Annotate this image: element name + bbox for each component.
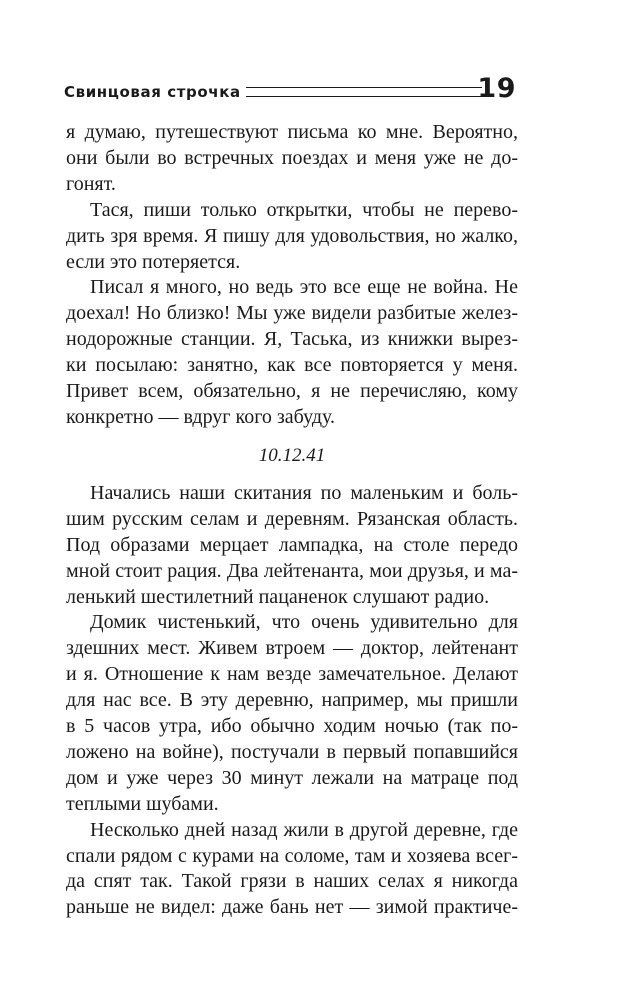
text-line: Несколько дней назад жили в другой деревне, где: [90, 818, 518, 841]
text-line: доехал! Но близко! Мы уже видели разбитые желез-: [66, 302, 518, 325]
text-line: раньше не видел: даже бань нет — зимой практиче-: [66, 896, 518, 919]
text-line: здешних мест. Живем втроем — доктор, лейтенант: [66, 637, 518, 660]
running-head: [64, 73, 516, 108]
text-line: в 5 часов утра, ибо обычно ходим ночью (так по-: [66, 715, 518, 738]
text-line: Писал я много, но ведь это все еще не война. Не: [90, 276, 518, 299]
text-line: нодорожные станции. Я, Таська, из книжки вырез-: [66, 328, 518, 351]
text-line: Тася, пиши только открытки, чтобы не перево-: [90, 198, 518, 221]
text-line: если это потеряется.: [66, 250, 241, 273]
text-line: да спят так. Такой грязи в наших селах я никогда: [66, 870, 518, 893]
paragraph: [66, 610, 518, 817]
header-double-rule: [246, 87, 482, 97]
paragraph: [66, 818, 518, 922]
text-line: шим русским селам и деревням. Рязанская область.: [66, 507, 518, 530]
text-line: конкретно — вдруг кого забуду.: [66, 405, 336, 428]
text-line: ленький шестилетний пацаненок слушают радио.: [66, 585, 490, 608]
page-number: 19: [477, 73, 516, 104]
text-line: и я. Отношение к нам везде замечательное. Делают: [66, 663, 518, 686]
entry-date: 10.12.41: [258, 444, 326, 466]
text-line: я думаю, путешествуют письма ко мне. Вероятно,: [66, 121, 518, 143]
text-line: Под образами мерцает лампадка, на столе передо: [66, 533, 518, 556]
text-line: спали рядом с курами на соломе, там и хозяева всег-: [66, 844, 518, 867]
text-line: теплыми шубами.: [66, 792, 219, 815]
text-line: для нас все. В эту деревню, например, мы пришли: [66, 689, 518, 712]
text-line: мной стоит рация. Два лейтенанта, мои друзья, и ма-: [66, 559, 518, 582]
text-line: Начались наши скитания по маленьким и боль-: [90, 481, 518, 504]
text-line: Домик чистенький, что очень удивительно для: [90, 611, 518, 634]
text-line: ложено на войне), постучали в первый попавшийся: [66, 740, 518, 763]
text-line: Привет всем, обязательно, я не перечисляю, кому: [66, 380, 518, 403]
text-block: [66, 120, 518, 921]
paragraph: [66, 481, 518, 611]
text-line: они были во встречных поездах и меня уже не до-: [66, 146, 518, 169]
paragraph: [66, 198, 518, 276]
text-line: гонят.: [66, 172, 116, 195]
text-line: дом и уже через 30 минут лежали на матраце под: [66, 766, 518, 789]
running-title: Свинцовая строчка: [64, 83, 241, 101]
text-line: дить зря время. Я пишу для удовольствия, но жалко,: [66, 224, 518, 247]
text-line: ки посылаю: занятно, как все повторяется у меня.: [66, 354, 518, 377]
paragraph: [66, 275, 518, 430]
paragraph: [66, 120, 518, 198]
